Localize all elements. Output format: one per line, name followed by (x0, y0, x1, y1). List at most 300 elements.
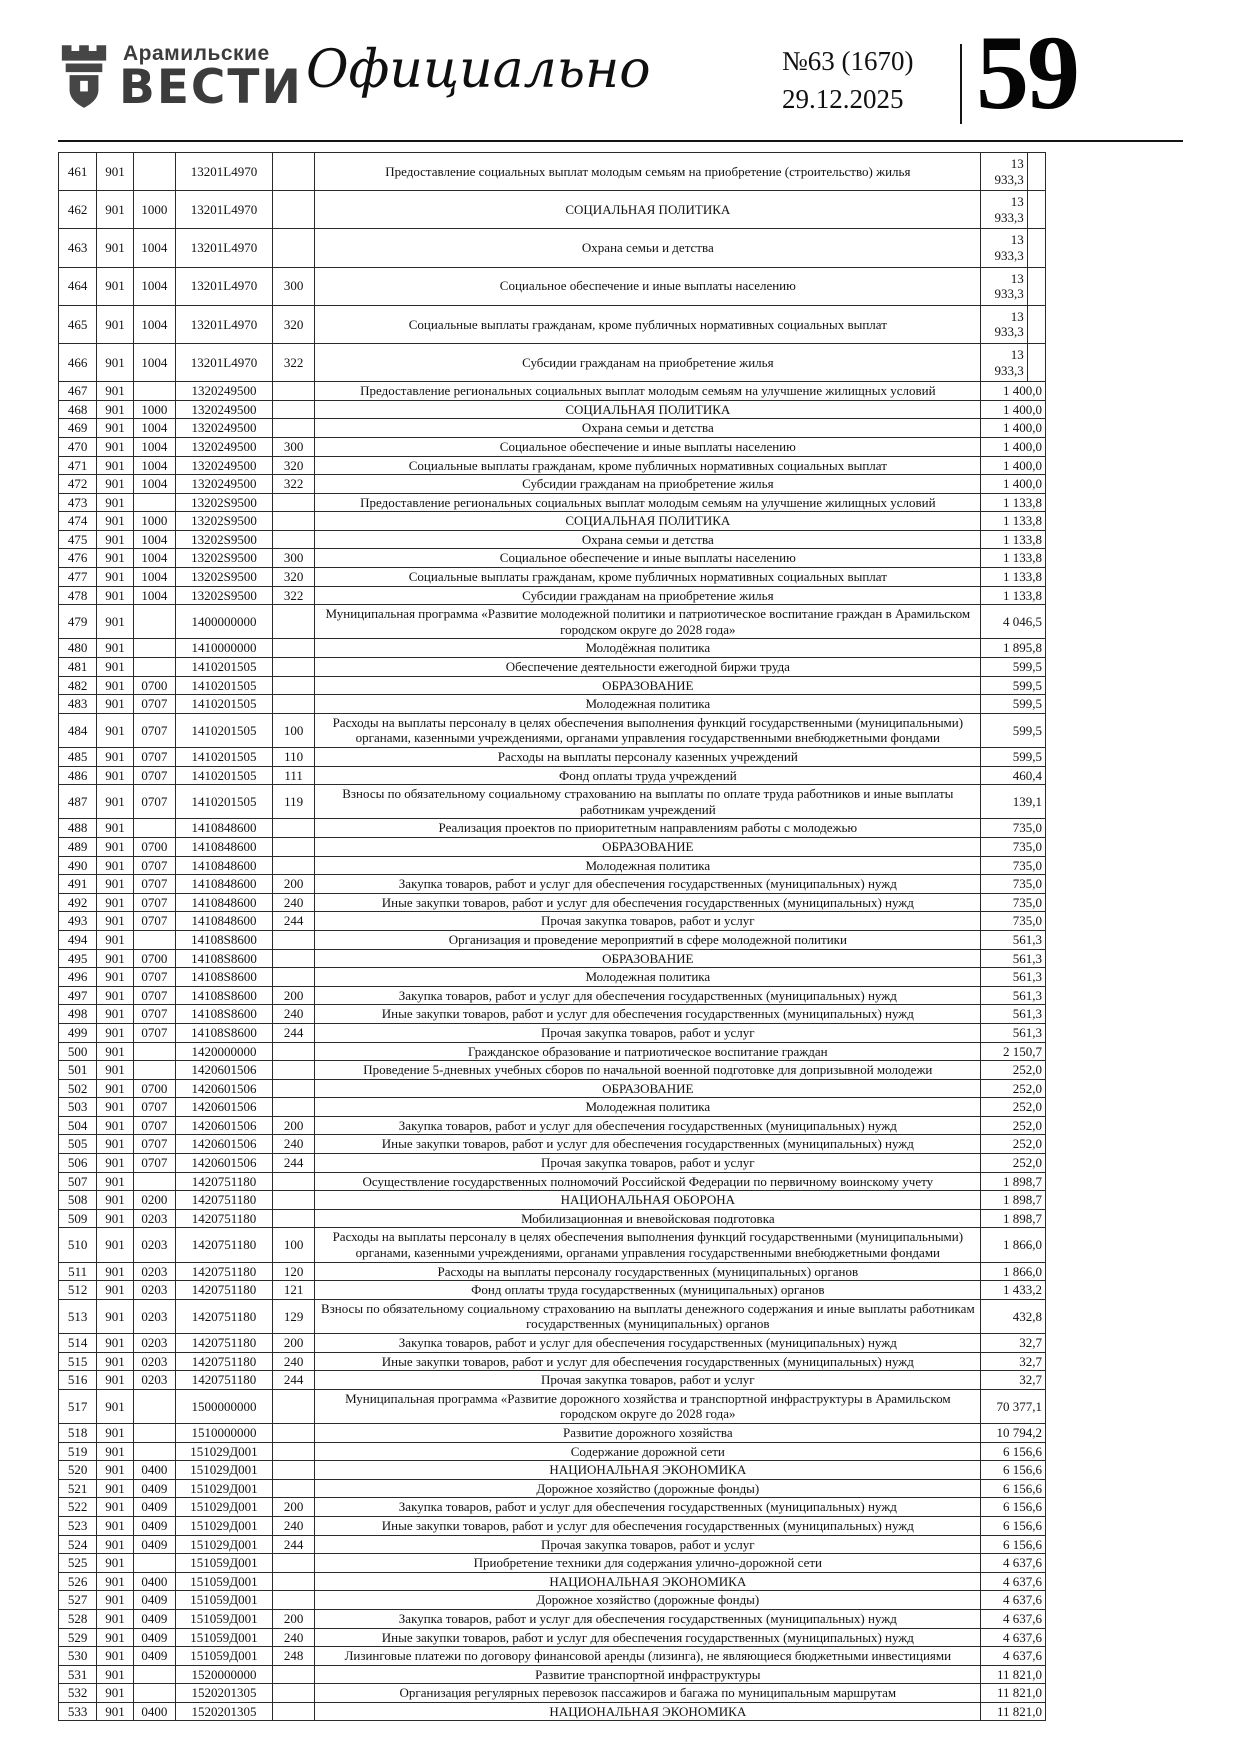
section-code: 0707 (133, 713, 175, 747)
table-row (59, 1135, 1046, 1154)
row-number: 505 (59, 1135, 97, 1154)
section-code: 0707 (133, 785, 175, 819)
row-number: 489 (59, 837, 97, 856)
expense-type-code (272, 1442, 314, 1461)
expense-type-code: 120 (272, 1262, 314, 1281)
section-code (133, 1061, 175, 1080)
section-code: 1004 (133, 437, 175, 456)
expense-type-code (272, 930, 314, 949)
expense-type-code: 200 (272, 986, 314, 1005)
row-number: 480 (59, 639, 97, 658)
section-code: 0700 (133, 1079, 175, 1098)
table-row (59, 549, 1046, 568)
admin-code: 901 (97, 748, 133, 767)
admin-code: 901 (97, 676, 133, 695)
table-row (59, 930, 1046, 949)
target-article-code: 14108S8600 (176, 930, 273, 949)
target-article-code: 151059Д001 (176, 1609, 273, 1628)
expense-name: Предоставление региональных социальных выплат молодым семьям на улучшение жилищных условий (315, 493, 981, 512)
target-article-code: 13202S9500 (176, 586, 273, 605)
row-number: 518 (59, 1423, 97, 1442)
row-number: 512 (59, 1281, 97, 1300)
amount: 1 898,7 (981, 1191, 1046, 1210)
section-code: 0707 (133, 1098, 175, 1117)
table-row (59, 382, 1046, 401)
admin-code: 901 (97, 1061, 133, 1080)
expense-name: Социальное обеспечение и иные выплаты населению (315, 549, 981, 568)
target-article-code: 1410848600 (176, 893, 273, 912)
expense-name: Содержание дорожной сети (315, 1442, 981, 1461)
table-row (59, 267, 1046, 305)
target-article-code: 151029Д001 (176, 1516, 273, 1535)
row-number: 472 (59, 475, 97, 494)
admin-code: 901 (97, 1023, 133, 1042)
section-code (133, 382, 175, 401)
target-article-code: 151029Д001 (176, 1535, 273, 1554)
expense-type-code (272, 1684, 314, 1703)
amount: 2 150,7 (981, 1042, 1046, 1061)
amount: 4 046,5 (981, 605, 1046, 639)
amount: 252,0 (981, 1079, 1046, 1098)
row-number: 486 (59, 766, 97, 785)
table-row (59, 419, 1046, 438)
admin-code: 901 (97, 419, 133, 438)
admin-code: 901 (97, 267, 133, 305)
expense-name: Предоставление региональных социальных выплат молодым семьям на улучшение жилищных условий (315, 382, 981, 401)
target-article-code: 1420601506 (176, 1079, 273, 1098)
target-article-code: 1410848600 (176, 819, 273, 838)
table-row (59, 912, 1046, 931)
table-row (59, 1609, 1046, 1628)
row-number: 526 (59, 1572, 97, 1591)
amount: 561,3 (981, 968, 1046, 987)
table-row (59, 1154, 1046, 1173)
expense-name: Взносы по обязательному социальному страхованию на выплаты по оплате труда работников и иные выплаты работникам учреждений (315, 785, 981, 819)
expense-name: Молодежная политика (315, 968, 981, 987)
target-article-code: 14108S8600 (176, 949, 273, 968)
section-code: 0400 (133, 1702, 175, 1721)
section-code: 0203 (133, 1209, 175, 1228)
target-article-code: 1410201505 (176, 695, 273, 714)
amount: 6 156,6 (981, 1479, 1046, 1498)
expense-name: Субсидии гражданам на приобретение жилья (315, 475, 981, 494)
row-number: 503 (59, 1098, 97, 1117)
table-row (59, 1591, 1046, 1610)
target-article-code: 1420601506 (176, 1061, 273, 1080)
table-row (59, 986, 1046, 1005)
row-number: 517 (59, 1389, 97, 1423)
expense-type-code: 200 (272, 875, 314, 894)
admin-code: 901 (97, 766, 133, 785)
expense-type-code: 320 (272, 456, 314, 475)
row-number: 471 (59, 456, 97, 475)
amount: 599,5 (981, 713, 1046, 747)
row-number: 483 (59, 695, 97, 714)
section-code: 0707 (133, 1005, 175, 1024)
amount: 599,5 (981, 748, 1046, 767)
expense-name: Реализация проектов по приоритетным направлениям работы с молодежью (315, 819, 981, 838)
admin-code: 901 (97, 437, 133, 456)
table-row (59, 1005, 1046, 1024)
admin-code: 901 (97, 153, 133, 191)
row-number: 508 (59, 1191, 97, 1210)
amount: 1 400,0 (981, 475, 1046, 494)
admin-code: 901 (97, 549, 133, 568)
section-code: 0707 (133, 748, 175, 767)
expense-type-code (272, 1042, 314, 1061)
expense-name: Охрана семьи и детства (315, 530, 981, 549)
newspaper-emblem-icon (58, 40, 110, 114)
table-row (59, 676, 1046, 695)
table-row (59, 1665, 1046, 1684)
admin-code: 901 (97, 837, 133, 856)
section-code: 1004 (133, 419, 175, 438)
row-number: 516 (59, 1371, 97, 1390)
target-article-code: 1320249500 (176, 382, 273, 401)
section-code: 1000 (133, 512, 175, 531)
amount: 735,0 (981, 837, 1046, 856)
target-article-code: 1410201505 (176, 658, 273, 677)
expense-type-code: 100 (272, 713, 314, 747)
table-row (59, 639, 1046, 658)
section-code: 0707 (133, 986, 175, 1005)
expense-type-code: 200 (272, 1498, 314, 1517)
section-code (133, 1554, 175, 1573)
target-article-code: 1420751180 (176, 1371, 273, 1390)
row-number: 527 (59, 1591, 97, 1610)
section-code (133, 819, 175, 838)
target-article-code: 1510000000 (176, 1423, 273, 1442)
amount: 32,7 (981, 1352, 1046, 1371)
expense-name: Развитие транспортной инфраструктуры (315, 1665, 981, 1684)
section-code: 0707 (133, 968, 175, 987)
expense-name: Социальные выплаты гражданам, кроме публичных нормативных социальных выплат (315, 305, 981, 343)
expense-type-code (272, 153, 314, 191)
table-row (59, 875, 1046, 894)
expense-type-code (272, 1702, 314, 1721)
target-article-code: 13202S9500 (176, 512, 273, 531)
amount: 599,5 (981, 658, 1046, 677)
target-article-code: 1410848600 (176, 912, 273, 931)
admin-code: 901 (97, 912, 133, 931)
amount: 1 133,8 (981, 530, 1046, 549)
admin-code: 901 (97, 605, 133, 639)
row-number: 522 (59, 1498, 97, 1517)
target-article-code: 151029Д001 (176, 1479, 273, 1498)
table-row (59, 1098, 1046, 1117)
target-article-code: 151059Д001 (176, 1554, 273, 1573)
section-code: 0203 (133, 1352, 175, 1371)
amount: 1 898,7 (981, 1172, 1046, 1191)
target-article-code: 1410201505 (176, 785, 273, 819)
expense-name: СОЦИАЛЬНАЯ ПОЛИТИКА (315, 191, 981, 229)
admin-code: 901 (97, 191, 133, 229)
row-number: 469 (59, 419, 97, 438)
expense-name: Проведение 5-дневных учебных сборов по начальной военной подготовке для допризывной молодежи (315, 1061, 981, 1080)
section-code: 1004 (133, 549, 175, 568)
expense-name: ОБРАЗОВАНИЕ (315, 1079, 981, 1098)
row-number: 533 (59, 1702, 97, 1721)
table-row (59, 1023, 1046, 1042)
admin-code: 901 (97, 1228, 133, 1262)
amount: 252,0 (981, 1135, 1046, 1154)
amount: 11 821,0 (981, 1702, 1046, 1721)
section-code: 0409 (133, 1498, 175, 1517)
table-row (59, 1479, 1046, 1498)
expense-type-code (272, 1079, 314, 1098)
table-row (59, 1334, 1046, 1353)
amount: 1 898,7 (981, 1209, 1046, 1228)
amount: 735,0 (981, 893, 1046, 912)
expense-type-code (272, 949, 314, 968)
amount: 11 821,0 (981, 1665, 1046, 1684)
row-number: 465 (59, 305, 97, 343)
expense-name: Молодежная политика (315, 856, 981, 875)
amount: 252,0 (981, 1061, 1046, 1080)
table-row (59, 1535, 1046, 1554)
table-row (59, 1442, 1046, 1461)
table-row (59, 512, 1046, 531)
expense-type-code: 244 (272, 1535, 314, 1554)
row-number: 481 (59, 658, 97, 677)
target-article-code: 13202S9500 (176, 549, 273, 568)
expense-type-code: 322 (272, 586, 314, 605)
target-article-code: 151059Д001 (176, 1572, 273, 1591)
table-row (59, 893, 1046, 912)
section-code: 0200 (133, 1191, 175, 1210)
target-article-code: 151059Д001 (176, 1591, 273, 1610)
expense-type-code: 200 (272, 1334, 314, 1353)
expense-name: Дорожное хозяйство (дорожные фонды) (315, 1479, 981, 1498)
amount: 13 933,3 (981, 267, 1027, 305)
amount: 460,4 (981, 766, 1046, 785)
expense-type-code (272, 1098, 314, 1117)
admin-code: 901 (97, 1591, 133, 1610)
row-number: 513 (59, 1299, 97, 1333)
expense-type-code (272, 605, 314, 639)
row-number: 501 (59, 1061, 97, 1080)
expense-name: Дорожное хозяйство (дорожные фонды) (315, 1591, 981, 1610)
table-row (59, 530, 1046, 549)
newspaper-name-top: Арамильские (123, 42, 270, 65)
amount: 1 400,0 (981, 456, 1046, 475)
amount: 32,7 (981, 1371, 1046, 1390)
amount: 599,5 (981, 695, 1046, 714)
issue-block (782, 42, 914, 119)
expense-name: Прочая закупка товаров, работ и услуг (315, 1023, 981, 1042)
admin-code: 901 (97, 1042, 133, 1061)
expense-name: Социальные выплаты гражданам, кроме публичных нормативных социальных выплат (315, 568, 981, 587)
amount: 1 866,0 (981, 1262, 1046, 1281)
expense-type-code: 244 (272, 912, 314, 931)
admin-code: 901 (97, 1116, 133, 1135)
expense-name: Прочая закупка товаров, работ и услуг (315, 912, 981, 931)
target-article-code: 151059Д001 (176, 1647, 273, 1666)
table-row (59, 1647, 1046, 1666)
section-code: 0707 (133, 695, 175, 714)
amount: 1 133,8 (981, 493, 1046, 512)
amount: 4 637,6 (981, 1572, 1046, 1591)
target-article-code: 1520201305 (176, 1702, 273, 1721)
table-row (59, 949, 1046, 968)
table-row (59, 968, 1046, 987)
table-row (59, 1262, 1046, 1281)
expense-type-code (272, 1061, 314, 1080)
row-number: 485 (59, 748, 97, 767)
amount: 32,7 (981, 1334, 1046, 1353)
expense-type-code (272, 1479, 314, 1498)
row-number: 473 (59, 493, 97, 512)
expense-type-code (272, 1389, 314, 1423)
section-code: 0707 (133, 1135, 175, 1154)
amount: 432,8 (981, 1299, 1046, 1333)
target-article-code: 1420751180 (176, 1352, 273, 1371)
row-number: 529 (59, 1628, 97, 1647)
expense-name: Прочая закупка товаров, работ и услуг (315, 1154, 981, 1173)
admin-code: 901 (97, 1371, 133, 1390)
expense-name: Обеспечение деятельности ежегодной биржи труда (315, 658, 981, 677)
spacer-cell (1027, 191, 1045, 229)
target-article-code: 151029Д001 (176, 1461, 273, 1480)
amount: 735,0 (981, 875, 1046, 894)
expense-type-code: 244 (272, 1023, 314, 1042)
expense-name: Закупка товаров, работ и услуг для обеспечения государственных (муниципальных) нужд (315, 1609, 981, 1628)
section-code (133, 1042, 175, 1061)
admin-code: 901 (97, 986, 133, 1005)
row-number: 515 (59, 1352, 97, 1371)
amount: 6 156,6 (981, 1461, 1046, 1480)
section-code: 0707 (133, 1116, 175, 1135)
expense-type-code (272, 1172, 314, 1191)
target-article-code: 1420751180 (176, 1209, 273, 1228)
expense-name: Социальное обеспечение и иные выплаты населению (315, 267, 981, 305)
expense-type-code (272, 819, 314, 838)
row-number: 495 (59, 949, 97, 968)
expense-type-code (272, 1572, 314, 1591)
row-number: 504 (59, 1116, 97, 1135)
expense-type-code (272, 856, 314, 875)
section-title: Официально (306, 40, 651, 100)
section-code: 0409 (133, 1628, 175, 1647)
target-article-code: 13202S9500 (176, 493, 273, 512)
expense-type-code (272, 419, 314, 438)
table-row (59, 1498, 1046, 1517)
expense-type-code: 240 (272, 1516, 314, 1535)
section-code: 0700 (133, 676, 175, 695)
expense-name: Организация и проведение мероприятий в сфере молодежной политики (315, 930, 981, 949)
expense-type-code: 300 (272, 549, 314, 568)
admin-code: 901 (97, 1334, 133, 1353)
admin-code: 901 (97, 1535, 133, 1554)
target-article-code: 1420751180 (176, 1262, 273, 1281)
expense-name: Приобретение техники для содержания улично-дорожной сети (315, 1554, 981, 1573)
expense-type-code: 119 (272, 785, 314, 819)
admin-code: 901 (97, 930, 133, 949)
section-code: 1004 (133, 305, 175, 343)
table-row (59, 1191, 1046, 1210)
admin-code: 901 (97, 1461, 133, 1480)
section-code: 1004 (133, 586, 175, 605)
section-code: 0203 (133, 1371, 175, 1390)
section-code (133, 1389, 175, 1423)
row-number: 488 (59, 819, 97, 838)
expense-name: Расходы на выплаты персоналу в целях обеспечения выполнения функций государственными (муниципальными) органами, казенными учреждениями, органами управления государственными внебюджетными фондами (315, 713, 981, 747)
admin-code: 901 (97, 1609, 133, 1628)
admin-code: 901 (97, 1262, 133, 1281)
section-code: 0409 (133, 1535, 175, 1554)
expense-name: Молодежная политика (315, 695, 981, 714)
expense-type-code (272, 229, 314, 267)
row-number: 492 (59, 893, 97, 912)
target-article-code: 13201L4970 (176, 267, 273, 305)
table-row (59, 456, 1046, 475)
expense-name: Иные закупки товаров, работ и услуг для обеспечения государственных (муниципальных) нужд (315, 1352, 981, 1371)
section-code: 0409 (133, 1591, 175, 1610)
target-article-code: 1420751180 (176, 1299, 273, 1333)
row-number: 499 (59, 1023, 97, 1042)
expense-type-code (272, 676, 314, 695)
expense-name: Развитие дорожного хозяйства (315, 1423, 981, 1442)
expense-name: Фонд оплаты труда учреждений (315, 766, 981, 785)
expense-type-code: 240 (272, 1005, 314, 1024)
target-article-code: 1400000000 (176, 605, 273, 639)
target-article-code: 13201L4970 (176, 305, 273, 343)
newspaper-name (119, 40, 303, 115)
expense-type-code: 300 (272, 267, 314, 305)
amount: 1 433,2 (981, 1281, 1046, 1300)
expense-type-code (272, 1461, 314, 1480)
amount: 1 400,0 (981, 382, 1046, 401)
expense-type-code: 200 (272, 1609, 314, 1628)
expense-name: Прочая закупка товаров, работ и услуг (315, 1371, 981, 1390)
row-number: 531 (59, 1665, 97, 1684)
admin-code: 901 (97, 785, 133, 819)
table-row (59, 1572, 1046, 1591)
table-row (59, 1423, 1046, 1442)
target-article-code: 1420751180 (176, 1281, 273, 1300)
row-number: 478 (59, 586, 97, 605)
table-row (59, 1209, 1046, 1228)
section-code: 1004 (133, 475, 175, 494)
admin-code: 901 (97, 382, 133, 401)
target-article-code: 14108S8600 (176, 1005, 273, 1024)
admin-code: 901 (97, 456, 133, 475)
expense-type-code (272, 191, 314, 229)
expense-name: Молодежная политика (315, 1098, 981, 1117)
header-divider (960, 44, 962, 124)
table-row (59, 819, 1046, 838)
expense-type-code: 240 (272, 1628, 314, 1647)
expense-type-code: 244 (272, 1154, 314, 1173)
section-code (133, 1684, 175, 1703)
expense-type-code (272, 695, 314, 714)
target-article-code: 1420751180 (176, 1191, 273, 1210)
target-article-code: 1420000000 (176, 1042, 273, 1061)
expense-name: Расходы на выплаты персоналу государственных (муниципальных) органов (315, 1262, 981, 1281)
table-row (59, 1281, 1046, 1300)
admin-code: 901 (97, 968, 133, 987)
issue-number: №63 (1670) (782, 46, 914, 76)
amount: 4 637,6 (981, 1647, 1046, 1666)
amount: 13 933,3 (981, 191, 1027, 229)
expense-type-code (272, 1591, 314, 1610)
target-article-code: 1500000000 (176, 1389, 273, 1423)
expense-type-code: 248 (272, 1647, 314, 1666)
admin-code: 901 (97, 1098, 133, 1117)
expense-type-code (272, 1209, 314, 1228)
amount: 735,0 (981, 912, 1046, 931)
row-number: 500 (59, 1042, 97, 1061)
